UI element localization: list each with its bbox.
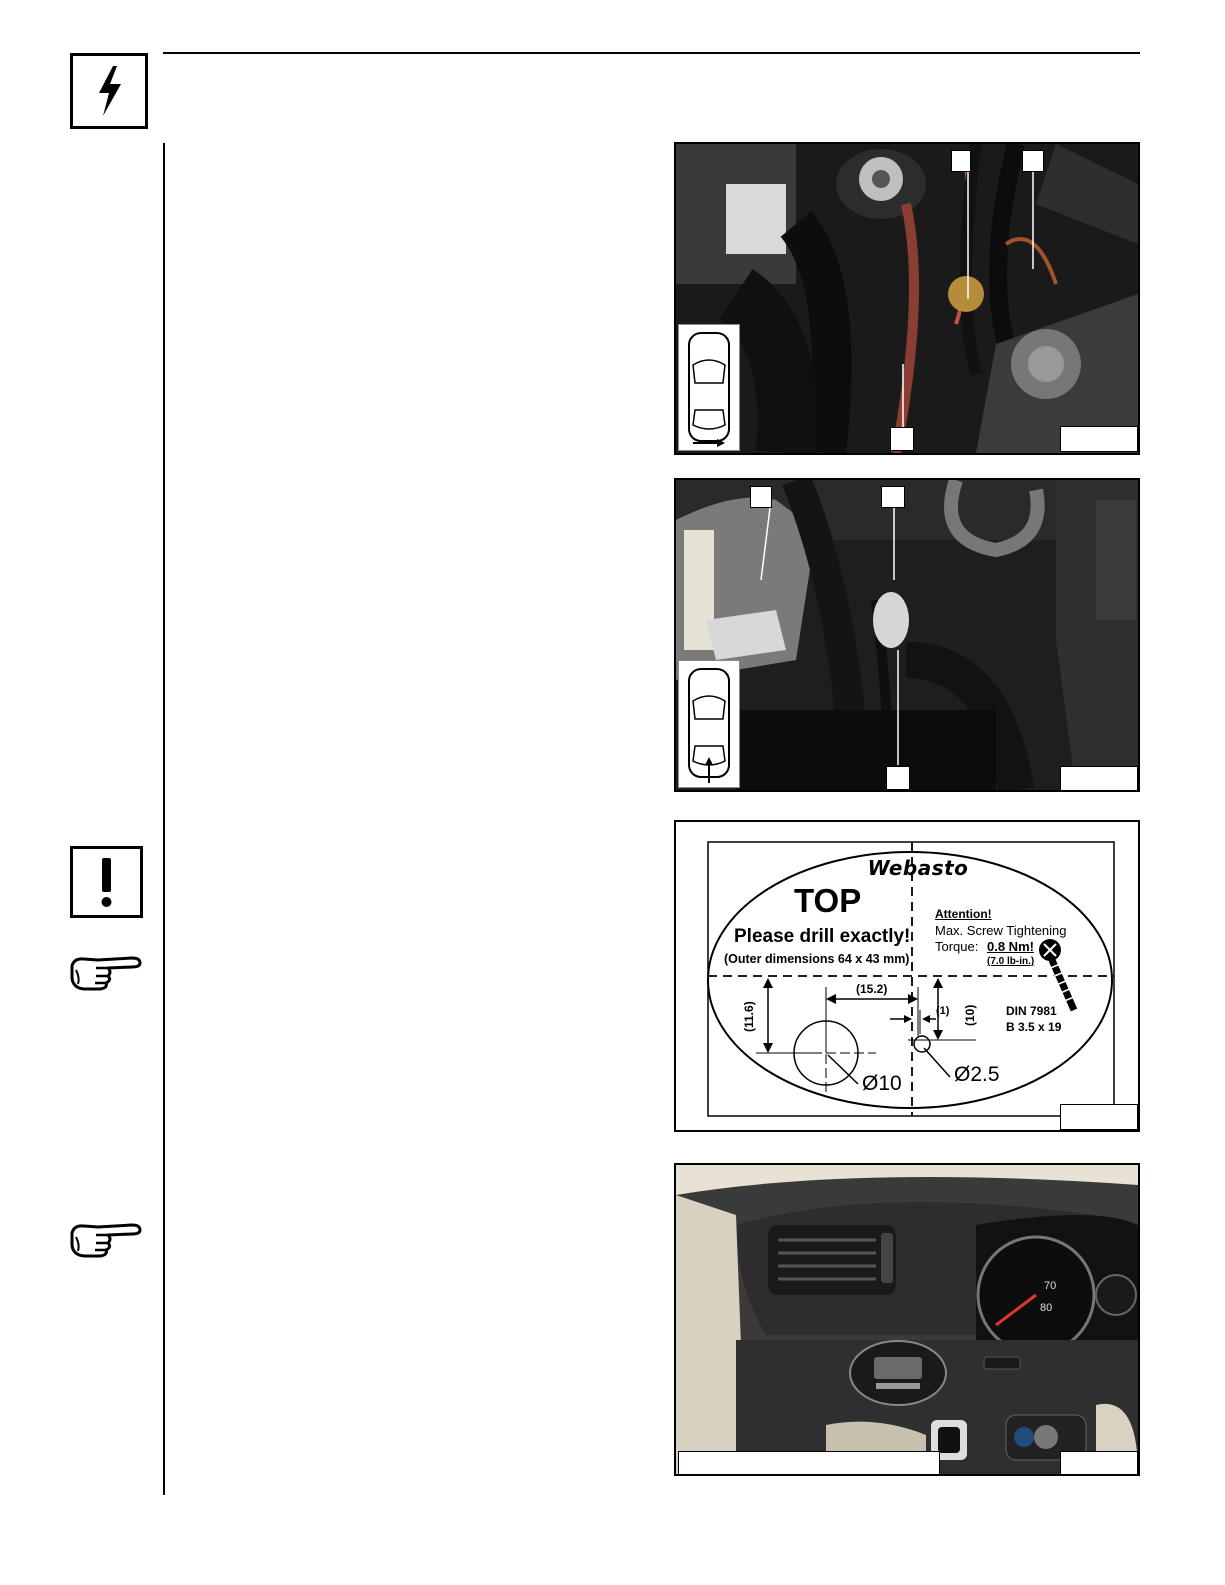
attention-line: Max. Screw Tightening bbox=[935, 923, 1067, 938]
dimension-horizontal: (15.2) bbox=[856, 982, 888, 996]
caption-box bbox=[678, 1451, 940, 1476]
gauge-label: 70 bbox=[1044, 1280, 1057, 1292]
figure-number-box bbox=[1060, 426, 1138, 452]
template-instruction: Please drill exactly! bbox=[734, 926, 911, 947]
left-margin-rule bbox=[163, 143, 165, 1495]
photo-dashboard-installed bbox=[674, 1163, 1140, 1476]
caution-box bbox=[70, 846, 143, 918]
photo-wiring-harness-1 bbox=[674, 142, 1140, 455]
screw-norm: DIN 7981 bbox=[1006, 1004, 1057, 1018]
callout-marker bbox=[886, 766, 910, 790]
vehicle-orientation-inset bbox=[678, 324, 740, 451]
header-rule bbox=[163, 52, 1140, 54]
drilling-template-figure bbox=[674, 820, 1140, 1132]
template-heading: TOP bbox=[794, 882, 862, 919]
brand-logo: Webasto bbox=[867, 856, 969, 880]
callout-marker bbox=[1022, 150, 1044, 172]
lightning-bolt-icon bbox=[73, 56, 145, 126]
figure-number-box bbox=[1060, 766, 1138, 792]
pointing-hand-icon bbox=[68, 1219, 144, 1259]
screw-icon bbox=[1039, 939, 1074, 1010]
pointing-hand-icon bbox=[68, 952, 144, 992]
electrical-warning-box bbox=[70, 53, 148, 129]
callout-marker bbox=[951, 150, 971, 172]
photo-wiring-harness-2 bbox=[674, 478, 1140, 792]
dimension-offset: (1) bbox=[936, 1005, 950, 1017]
screw-size: B 3.5 x 19 bbox=[1006, 1020, 1062, 1034]
callout-marker bbox=[890, 427, 914, 451]
exclamation-mark-icon bbox=[73, 849, 140, 915]
wiring-photo-graphic bbox=[676, 144, 1138, 453]
gauge-label: 80 bbox=[1040, 1302, 1053, 1314]
torque-imperial: (7.0 lb-in.) bbox=[987, 956, 1035, 967]
torque-label: Torque: bbox=[935, 939, 979, 954]
template-outer-dimensions: (Outer dimensions 64 x 43 mm) bbox=[724, 952, 910, 966]
figure-number-box bbox=[1060, 1104, 1138, 1130]
figure-number-box bbox=[1060, 1451, 1138, 1476]
car-top-view-icon bbox=[679, 325, 739, 450]
torque-value: 0.8 Nm! bbox=[987, 939, 1034, 954]
car-top-view-icon bbox=[679, 661, 739, 787]
callout-marker bbox=[750, 486, 772, 508]
vehicle-orientation-inset bbox=[678, 660, 740, 788]
dimension-vertical-left: (11.6) bbox=[742, 1001, 756, 1032]
wiring-photo-graphic bbox=[676, 480, 1138, 790]
callout-marker bbox=[881, 486, 905, 508]
hole-large-diameter: Ø10 bbox=[862, 1072, 902, 1095]
hole-small-diameter: Ø2.5 bbox=[954, 1063, 1000, 1086]
dashboard-photo-graphic bbox=[676, 1165, 1138, 1474]
attention-title: Attention! bbox=[935, 907, 992, 921]
dimension-vertical-right: (10) bbox=[963, 1004, 977, 1026]
